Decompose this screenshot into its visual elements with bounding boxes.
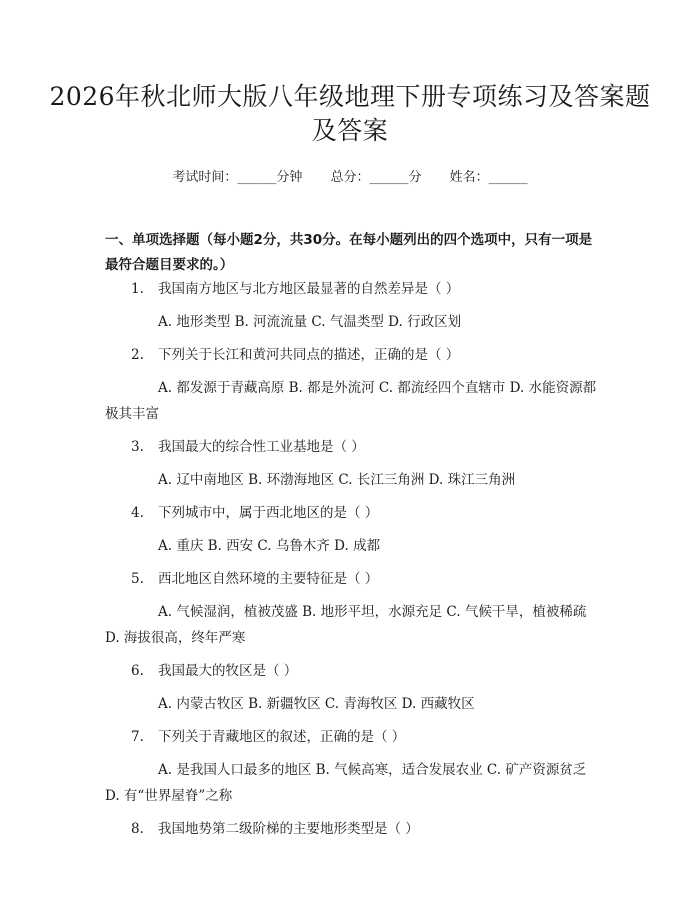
question-stem (131, 500, 611, 526)
question-6 (0, 658, 700, 717)
question-stem (131, 276, 611, 302)
question-list (0, 276, 700, 842)
exam-info (0, 169, 700, 187)
question-options: A. 都发源于青藏高原 B. 都是外流河 C. 都流经四个直辖市 D. 水能资源都极其丰富 (105, 380, 597, 422)
question-options: A. 内蒙古牧区 B. 新疆牧区 C. 青海牧区 D. 西藏牧区 (158, 696, 475, 712)
question-options: A. 是我国人口最多的地区 B. 气候高寒，适合发展农业 C. 矿产资源贫乏 D. 有“世界屋脊”之称 (105, 762, 587, 804)
question-text: 我国最大的综合性工业基地是（ ） (158, 439, 365, 455)
page-title: 2026年秋北师大版八年级地理下册专项练习及答案题及答案 (49, 82, 651, 145)
question-options: A. 地形类型 B. 河流流量 C. 气温类型 D. 行政区划 (158, 314, 462, 330)
question-number: 2. (131, 347, 144, 363)
question-text: 我国南方地区与北方地区最显著的自然差异是（ ） (158, 281, 460, 297)
exam-time: 考试时间：______分钟 (172, 170, 303, 185)
question-number: 8. (131, 821, 144, 837)
question-8 (0, 816, 700, 842)
question-stem (131, 724, 611, 750)
question-options: A. 气候湿润，植被茂盛 B. 地形平坦，水源充足 C. 气候干旱，植被稀疏 D. 海拔很高，终年严寒 (105, 604, 587, 646)
question-2 (0, 342, 700, 427)
question-5 (0, 566, 700, 651)
question-options: A. 辽中南地区 B. 环渤海地区 C. 长江三角洲 D. 珠江三角洲 (158, 472, 516, 488)
question-stem (131, 434, 611, 460)
exam-total-score: 总分：______分 (330, 170, 422, 185)
student-name: 姓名：______ (449, 170, 528, 185)
question-number: 3. (131, 439, 144, 455)
question-text: 我国最大的牧区是（ ） (158, 663, 298, 679)
question-text: 西北地区自然环境的主要特征是（ ） (158, 571, 379, 587)
question-text: 下列关于长江和黄河共同点的描述，正确的是（ ） (158, 347, 460, 363)
question-text: 下列城市中，属于西北地区的是（ ） (158, 505, 379, 521)
question-number: 5. (131, 571, 144, 587)
question-number: 1. (131, 281, 144, 297)
question-stem (131, 566, 611, 592)
question-number: 6. (131, 663, 144, 679)
question-options: A. 重庆 B. 西安 C. 乌鲁木齐 D. 成都 (158, 538, 381, 554)
question-3 (0, 434, 700, 493)
section-heading: 一、单项选择题（每小题2分，共30分。在每小题列出的四个选项中，只有一项是最符合题目要求的。） (105, 232, 593, 273)
question-text: 下列关于青藏地区的叙述，正确的是（ ） (158, 729, 406, 745)
question-stem (131, 816, 611, 842)
question-stem (131, 342, 611, 368)
question-stem (131, 658, 611, 684)
question-7 (0, 724, 700, 809)
question-4 (0, 500, 700, 559)
question-1 (0, 276, 700, 335)
question-text: 我国地势第二级阶梯的主要地形类型是（ ） (158, 821, 419, 837)
question-number: 4. (131, 505, 144, 521)
question-number: 7. (131, 729, 144, 745)
